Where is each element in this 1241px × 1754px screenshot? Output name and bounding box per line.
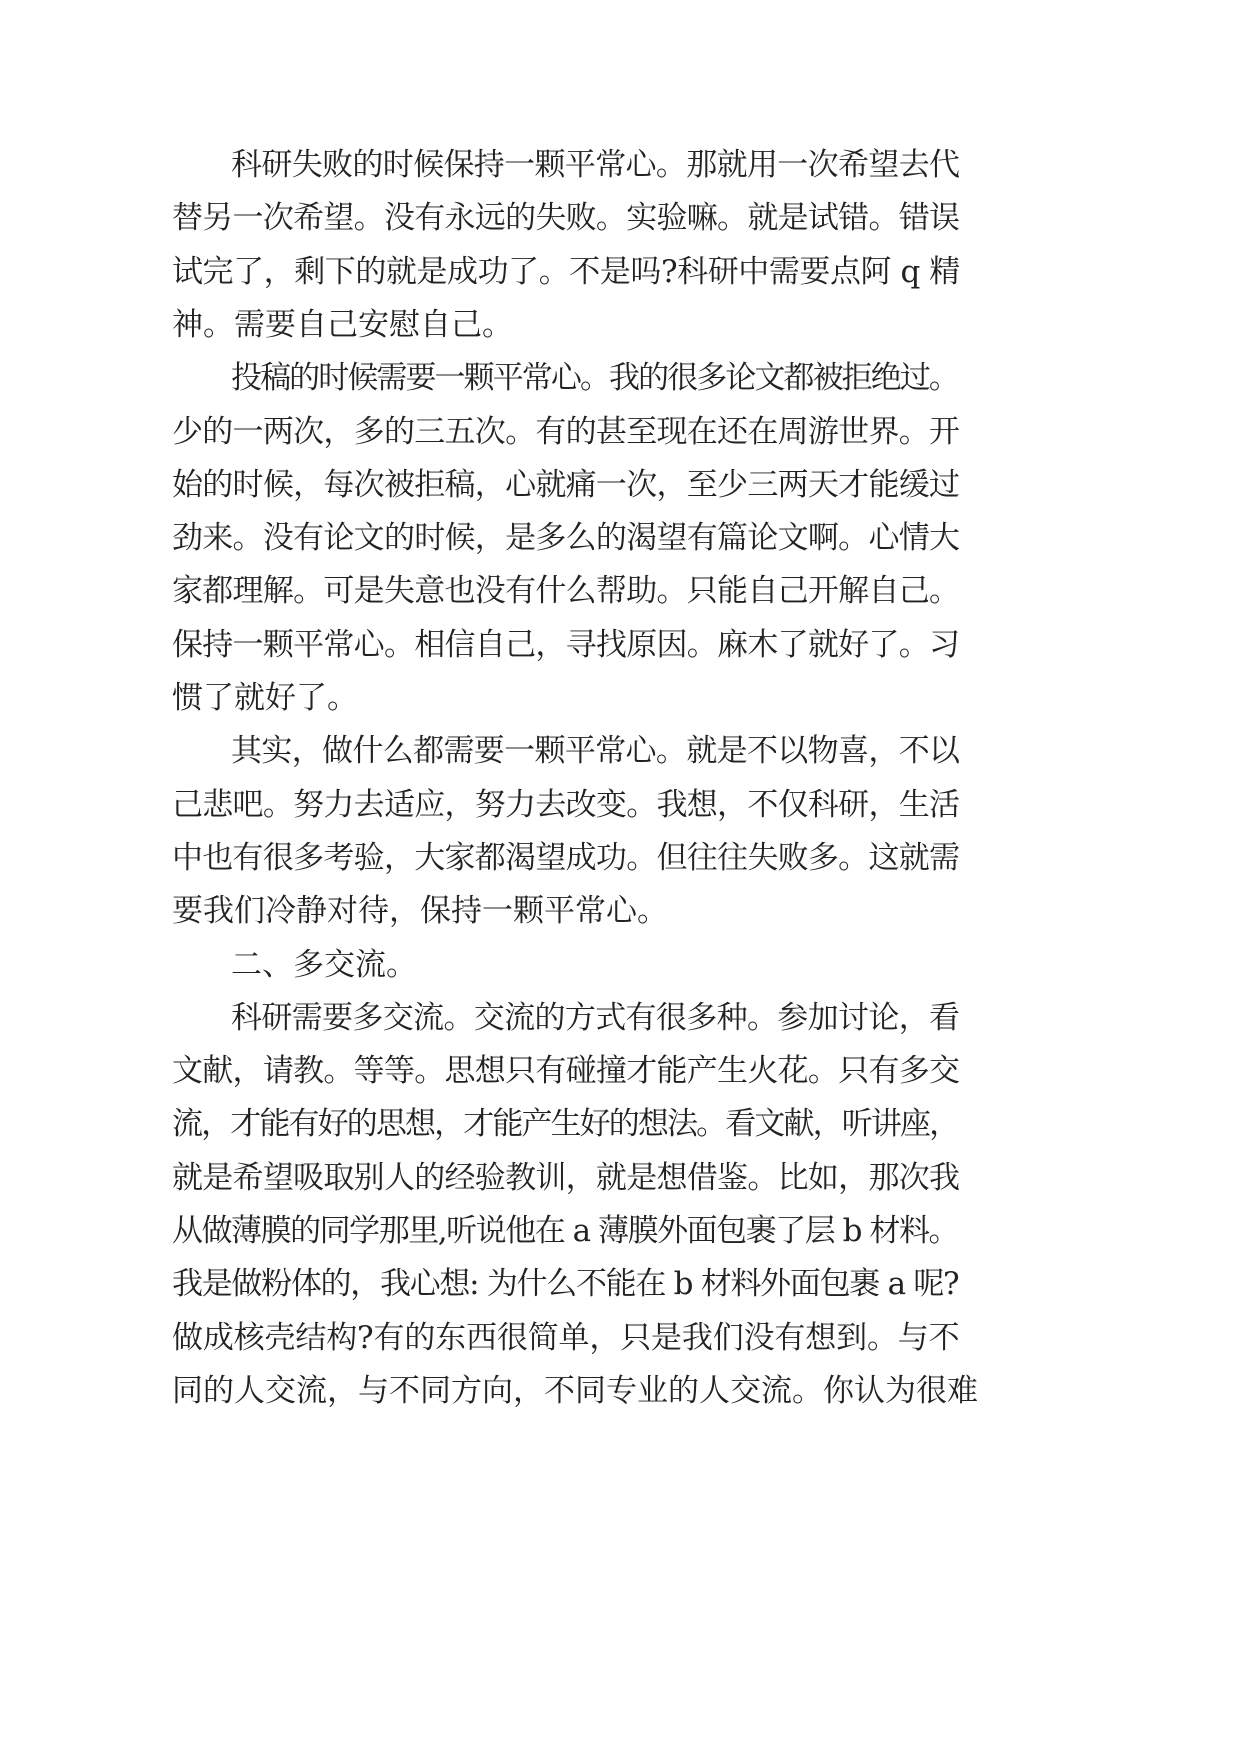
paragraph-4-line-1: 二、多交流。 [231,947,417,983]
paragraph-2-line-7: 惯了就好了。 [172,680,358,716]
paragraph-1-line-3: 试完了，剩下的就是成功了。不是吗?科研中需要点阿 q 精 [172,254,960,290]
paragraph-1-line-4: 神。需要自己安慰自己。 [172,307,513,343]
paragraph-2-line-4: 劲来。没有论文的时候，是多么的渴望有篇论文啊。心情大 [172,520,960,556]
paragraph-5-line-5: 从做薄膜的同学那里,听说他在 a 薄膜外面包裹了层 b 材料。 [172,1213,959,1249]
paragraph-5-line-4: 就是希望吸取别人的经验教训，就是想借鉴。比如，那次我 [172,1160,960,1196]
paragraph-1-line-1: 科研失败的时候保持一颗平常心。那就用一次希望去代 [231,147,960,183]
paragraph-3-line-3: 中也有很多考验，大家都渴望成功。但往往失败多。这就需 [172,840,960,876]
paragraph-3-line-1: 其实，做什么都需要一颗平常心。就是不以物喜，不以 [231,733,960,769]
paragraph-2-line-1: 投稿的时候需要一颗平常心。我的很多论文都被拒绝过。 [231,360,958,396]
paragraph-5-line-3: 流，才能有好的思想，才能产生好的想法。看文献，听讲座， [172,1106,959,1142]
paragraph-5-line-1: 科研需要多交流。交流的方式有很多种。参加讨论，看 [231,1000,960,1036]
paragraph-2-line-5: 家都理解。可是失意也没有什么帮助。只能自己开解自己。 [172,573,960,609]
paragraph-2-line-6: 保持一颗平常心。相信自己，寻找原因。麻木了就好了。习 [172,627,960,663]
paragraph-3-line-2: 己悲吧。努力去适应，努力去改变。我想，不仅科研，生活 [172,787,960,823]
paragraph-5-line-6: 我是做粉体的，我心想: 为什么不能在 b 材料外面包裹 a 呢? [172,1266,959,1302]
paragraph-1-line-2: 替另一次希望。没有永远的失败。实验嘛。就是试错。错误 [172,200,960,236]
paragraph-5-line-7: 做成核壳结构?有的东西很简单，只是我们没有想到。与不 [172,1320,960,1356]
paragraph-5-line-2: 文献，请教。等等。思想只有碰撞才能产生火花。只有多交 [172,1053,960,1089]
paragraph-2-line-2: 少的一两次，多的三五次。有的甚至现在还在周游世界。开 [172,414,960,450]
paragraph-5-line-8: 同的人交流，与不同方向，不同专业的人交流。你认为很难 [172,1373,978,1409]
paragraph-2-line-3: 始的时候，每次被拒稿，心就痛一次，至少三两天才能缓过 [172,467,960,503]
paragraph-3-line-4: 要我们冷静对待，保持一颗平常心。 [172,893,668,929]
